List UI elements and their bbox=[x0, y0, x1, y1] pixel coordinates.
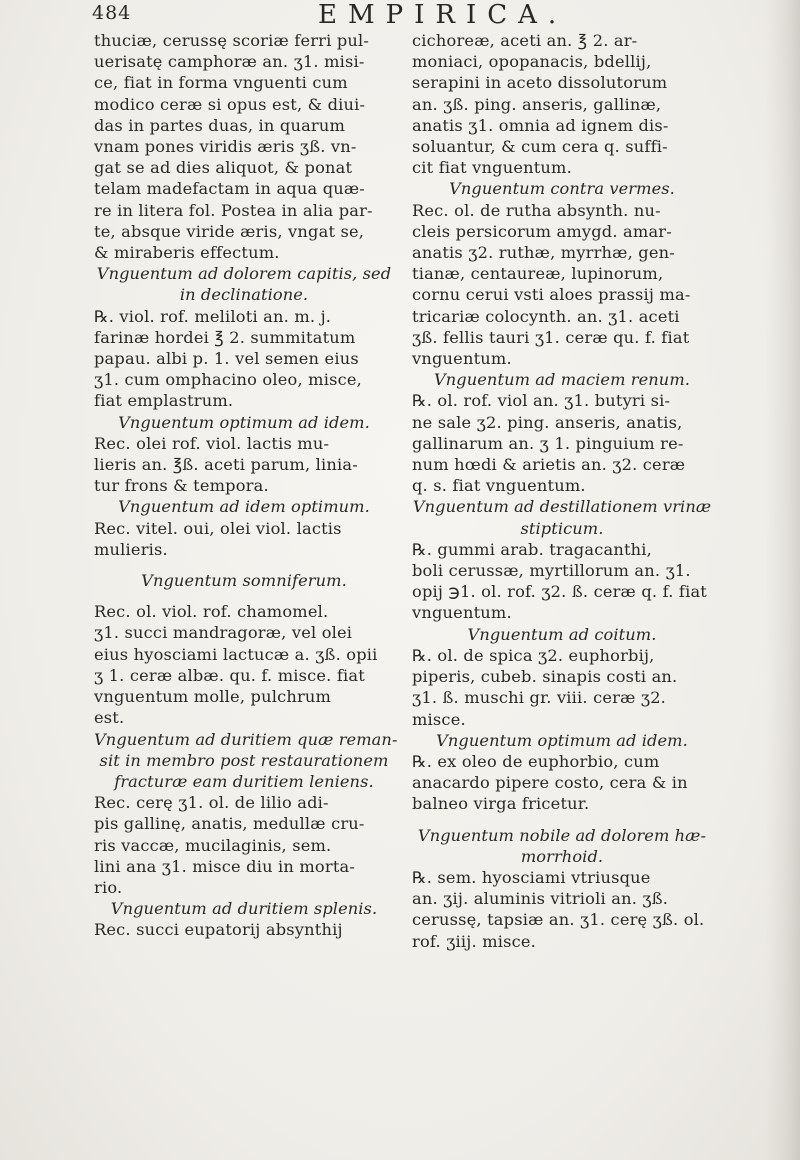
text-line: ʒ 1. ceræ albæ. qu. f. misce. fiat bbox=[94, 665, 365, 685]
recipe-heading: Vnguentum ad idem optimum. bbox=[118, 497, 370, 517]
text-line: pis gallinę, anatis, medullæ cru- bbox=[94, 814, 365, 834]
text-line: ℞. viol. rof. meliloti an. m. j. bbox=[94, 306, 332, 326]
recipe-heading: Vnguentum ad destillationem vrinæ bbox=[412, 497, 712, 517]
recipe-heading: Vnguentum ad maciem renum. bbox=[433, 370, 691, 390]
text-line: papau. albi p. 1. vel semen eius bbox=[94, 349, 359, 369]
text-line: gallinarum an. ʒ 1. pinguium re- bbox=[412, 433, 684, 453]
text-line: ris vaccæ, mucilaginis, sem. bbox=[94, 835, 332, 855]
text-line: anatis ʒ1. omnia ad ignem dis- bbox=[412, 115, 669, 135]
text-line: thuciæ, cerussę scoriæ ferri pul- bbox=[94, 31, 370, 50]
text-line: piperis, cubeb. sinapis costi an. bbox=[412, 667, 678, 687]
recipe-heading: Vnguentum ad coitum. bbox=[467, 624, 657, 644]
text-line: fiat emplastrum. bbox=[94, 391, 234, 411]
recipe-heading: stipticum. bbox=[520, 518, 604, 538]
text-line: lieris an. ℥ß. aceti parum, linia- bbox=[94, 455, 358, 475]
text-line: Rec. cerę ʒ1. ol. de lilio adi- bbox=[94, 793, 329, 813]
text-line: ne sale ʒ2. ping. anseris, anatis, bbox=[412, 412, 683, 432]
text-line: tianæ, centaureæ, lupinorum, bbox=[412, 264, 664, 284]
text-line: opij ℈1. ol. rof. ʒ2. ß. ceræ q. f. fiat bbox=[412, 582, 708, 602]
text-line: ʒ1. cum omphacino oleo, misce, bbox=[94, 370, 362, 390]
text-line: cichoreæ, aceti an. ℥ 2. ar- bbox=[412, 31, 638, 50]
text-line: vnam pones viridis æris ʒß. vn- bbox=[94, 137, 357, 157]
recipe-heading: sit in membro post restaurationem bbox=[99, 750, 389, 770]
text-line: vnguentum. bbox=[412, 349, 512, 369]
text-line: Rec. ol. de rutha absynth. nu- bbox=[412, 200, 661, 220]
recipe-heading: Vnguentum ad dolorem capitis, sed bbox=[96, 264, 392, 284]
text-line: telam madefactam in aqua quæ- bbox=[94, 179, 365, 199]
text-line: Rec. succi eupatorij absynthij bbox=[94, 920, 343, 940]
text-line: cleis persicorum amygd. amar- bbox=[412, 221, 672, 241]
text-line: modico ceræ si opus est, & diui- bbox=[94, 94, 366, 114]
text-line: mulieris. bbox=[94, 539, 168, 559]
text-line: gat se ad dies aliquot, & ponat bbox=[94, 158, 353, 178]
text-line: vnguentum. bbox=[412, 603, 512, 623]
text-line: misce. bbox=[412, 709, 466, 729]
spacer bbox=[412, 815, 712, 825]
text-line: tricariæ colocynth. an. ʒ1. aceti bbox=[412, 306, 680, 326]
text-line: Rec. vitel. oui, olei viol. lactis bbox=[94, 518, 342, 538]
spacer bbox=[94, 591, 394, 601]
text-line: uerisatę camphoræ an. ʒ1. misi- bbox=[94, 52, 365, 72]
text-line: ʒ1. ß. muschi gr. viii. ceræ ʒ2. bbox=[412, 688, 667, 708]
text-line: cornu cerui vsti aloes prassij ma- bbox=[412, 285, 691, 305]
text-line: lini ana ʒ1. misce diu in morta- bbox=[94, 856, 356, 876]
text-line: serapini in aceto dissolutorum bbox=[412, 73, 668, 93]
text-line: Rec. ol. viol. rof. chamomel. bbox=[94, 602, 329, 622]
recipe-heading: Vnguentum optimum ad idem. bbox=[436, 730, 688, 750]
text-line: num hœdi & arietis an. ʒ2. ceræ bbox=[412, 455, 686, 475]
right-column bbox=[412, 30, 712, 952]
text-line: re in litera fol. Postea in alia par- bbox=[94, 200, 373, 220]
text-line: te, absque viride æris, vngat se, bbox=[94, 221, 365, 241]
text-line: anacardo pipere costo, cera & in bbox=[412, 773, 688, 793]
left-column bbox=[94, 30, 398, 941]
text-line: cit fiat vnguentum. bbox=[412, 158, 572, 178]
text-line: boli cerussæ, myrtillorum an. ʒ1. bbox=[412, 561, 691, 581]
recipe-heading: Vnguentum ad duritiem quæ reman- bbox=[94, 729, 398, 749]
text-line: rof. ʒiij. misce. bbox=[412, 931, 537, 951]
text-line: vnguentum molle, pulchrum bbox=[94, 687, 332, 707]
text-line: balneo virga fricetur. bbox=[412, 794, 590, 814]
text-line: ℞. ex oleo de euphorbio, cum bbox=[412, 751, 660, 771]
text-line: ℞. gummi arab. tragacanthi, bbox=[412, 539, 653, 559]
recipe-heading: Vnguentum ad duritiem splenis. bbox=[110, 899, 378, 919]
text-line: das in partes duas, in quarum bbox=[94, 115, 346, 135]
text-line: tur frons & tempora. bbox=[94, 476, 269, 496]
recipe-heading: Vnguentum optimum ad idem. bbox=[118, 412, 370, 432]
text-line: rio. bbox=[94, 877, 123, 897]
recipe-heading: Vnguentum somniferum. bbox=[141, 571, 347, 591]
recipe-heading: fracturæ eam duritiem leniens. bbox=[114, 771, 374, 791]
text-line: & miraberis effectum. bbox=[94, 243, 280, 263]
text-line: soluantur, & cum cera q. suffi- bbox=[412, 137, 668, 157]
text-line: ʒß. fellis tauri ʒ1. ceræ qu. f. fiat bbox=[412, 327, 690, 347]
text-line: ℞. ol. rof. viol an. ʒ1. butyri si- bbox=[412, 391, 671, 411]
spacer bbox=[94, 560, 394, 570]
recipe-heading: Vnguentum contra vermes. bbox=[449, 179, 675, 199]
text-line: moniaci, opopanacis, bdellij, bbox=[412, 52, 652, 72]
recipe-heading: morrhoid. bbox=[520, 846, 604, 866]
text-line: Rec. olei rof. viol. lactis mu- bbox=[94, 433, 330, 453]
text-line: est. bbox=[94, 708, 125, 728]
recipe-heading: in declinatione. bbox=[179, 285, 309, 305]
text-line: farinæ hordei ℥ 2. summitatum bbox=[94, 327, 356, 347]
text-line: ℞. sem. hyosciami vtriusque bbox=[412, 867, 651, 887]
text-line: eius hyosciami lactucæ a. ʒß. opii bbox=[94, 644, 378, 664]
text-line: anatis ʒ2. ruthæ, myrrhæ, gen- bbox=[412, 243, 675, 263]
running-head: EMPIRICA. bbox=[318, 0, 568, 30]
text-line: ce, fiat in forma vnguenti cum bbox=[94, 73, 348, 93]
text-line: ʒ1. succi mandragoræ, vel olei bbox=[94, 623, 353, 643]
recipe-heading: Vnguentum nobile ad dolorem hæ- bbox=[417, 825, 707, 845]
page-edge-shadow bbox=[766, 0, 800, 1160]
text-line: cerussę, tapsiæ an. ʒ1. cerę ʒß. ol. bbox=[412, 910, 705, 930]
text-line: ℞. ol. de spica ʒ2. euphorbij, bbox=[412, 645, 655, 665]
text-line: an. ʒß. ping. anseris, gallinæ, bbox=[412, 94, 662, 114]
text-line: q. s. fiat vnguentum. bbox=[412, 476, 586, 496]
text-line: an. ʒij. aluminis vitrioli an. ʒß. bbox=[412, 889, 669, 909]
page-number: 484 bbox=[92, 2, 132, 24]
